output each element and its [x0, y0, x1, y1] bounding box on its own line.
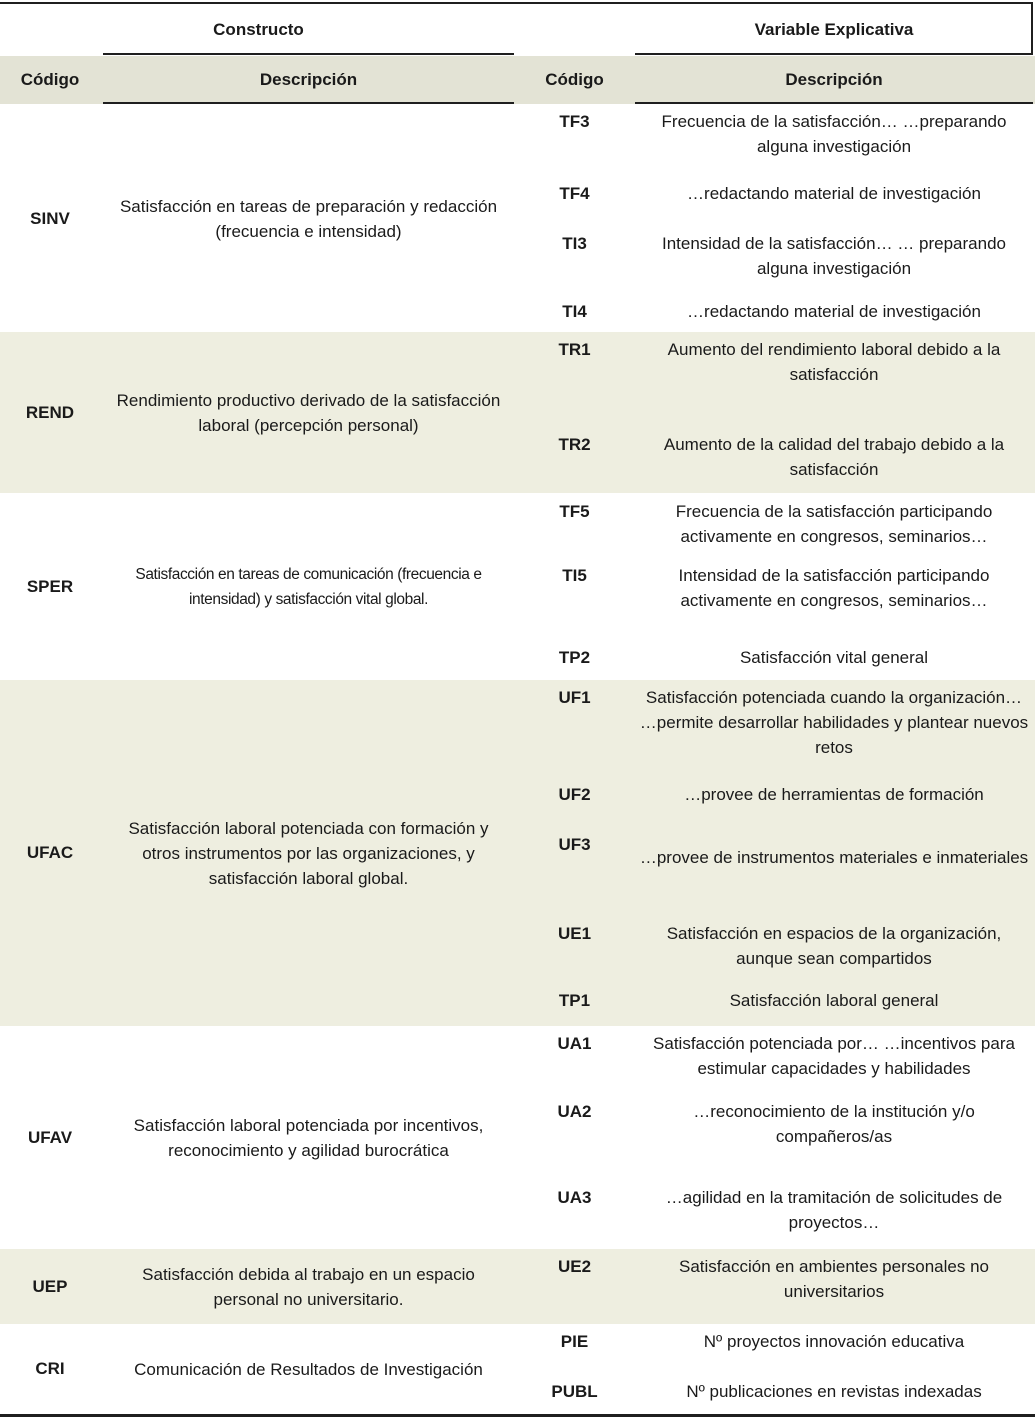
header-variable-explicativa: Variable Explicativa [754, 20, 914, 39]
variable-description: Satisfacción laboral general [729, 991, 939, 1010]
header-constructo: Constructo [213, 20, 304, 39]
header-descripcion-variable: Descripción [785, 70, 883, 89]
variable-code: UA3 [557, 1187, 592, 1207]
construct-description: Comunicación de Resultados de Investigación [134, 1359, 483, 1379]
variable-description: Satisfacción vital general [739, 648, 929, 667]
variable-description: Satisfacción potenciada por… …incentivos para estimular capacidades y habilidades [653, 1034, 1015, 1078]
variable-code: TP2 [558, 647, 591, 667]
construct-description: Satisfacción laboral potenciada con formación y otros instrumentos por las organizaciones, y satisfacción laboral global. [128, 818, 489, 888]
variable-description: Aumento de la calidad del trabajo debido a la satisfacción [663, 435, 1005, 479]
variable-code: UE1 [557, 923, 592, 943]
variable-code: UF2 [558, 784, 591, 804]
variable-code: TR1 [558, 339, 591, 359]
construct-code: SINV [30, 208, 70, 228]
construct-code: UEP [32, 1276, 68, 1296]
variable-code: TF4 [559, 183, 590, 203]
variable-code: UF1 [558, 687, 591, 707]
header-codigo-constructo: Código [20, 70, 80, 89]
variable-code: TF3 [559, 111, 590, 131]
variable-code: TI3 [562, 233, 587, 253]
variable-description: …redactando material de investigación [687, 302, 981, 321]
variable-description: Nº publicaciones en revistas indexadas [686, 1382, 982, 1401]
variable-description: Satisfacción potenciada cuando la organización… …permite desarrollar habilidades y plantear nuevos retos [639, 688, 1029, 757]
construct-code: REND [25, 402, 75, 422]
variable-description: Frecuencia de la satisfacción… …preparando alguna investigación [661, 112, 1007, 156]
construct-code: SPER [26, 576, 74, 596]
variable-description: Nº proyectos innovación educativa [703, 1332, 965, 1351]
variable-code: TP1 [558, 990, 591, 1010]
variable-code: UE2 [557, 1256, 592, 1276]
construct-description: Satisfacción laboral potenciada por incentivos, reconocimiento y agilidad burocrática [133, 1115, 484, 1160]
header-descripcion-constructo: Descripción [259, 70, 358, 89]
construct-description: Satisfacción en tareas de comunicación (frecuencia e intensidad) y satisfacción vital global. [135, 565, 482, 608]
variable-description: Intensidad de la satisfacción participando activamente en congresos, seminarios… [678, 566, 990, 610]
construct-description: Satisfacción debida al trabajo en un espacio personal no universitario. [142, 1264, 475, 1309]
variable-code: TR2 [558, 434, 591, 454]
construct-code: CRI [35, 1359, 65, 1378]
variable-description: Intensidad de la satisfacción… … preparando alguna investigación [662, 234, 1006, 278]
construct-code: UFAC [26, 843, 74, 862]
variable-code: PUBL [551, 1381, 598, 1401]
variable-description: Satisfacción en espacios de la organización, aunque sean compartidos [666, 924, 1002, 968]
variable-description: …redactando material de investigación [687, 184, 981, 203]
variable-description: …provee de instrumentos materiales e inmateriales [639, 847, 1029, 867]
variable-description: Satisfacción en ambientes personales no universitarios [679, 1257, 989, 1301]
variable-description: …provee de herramientas de formación [684, 785, 984, 804]
variable-description: …agilidad en la tramitación de solicitudes de proyectos… [665, 1188, 1003, 1232]
variable-code: TI5 [562, 565, 587, 585]
construct-description: Rendimiento productivo derivado de la satisfacción laboral (percepción personal) [116, 390, 501, 435]
variable-code: UF3 [558, 834, 591, 854]
construct-code: UFAV [27, 1127, 73, 1147]
variable-description: Aumento del rendimiento laboral debido a la satisfacción [667, 340, 1001, 384]
variable-description: …reconocimiento de la institución y/o compañeros/as [693, 1102, 975, 1146]
top-rule [0, 2, 1033, 4]
variable-code: UA1 [557, 1033, 592, 1053]
variable-code: TI4 [562, 301, 587, 321]
variable-description: Frecuencia de la satisfacción participando activamente en congresos, seminarios… [675, 502, 993, 546]
variable-code: PIE [560, 1331, 589, 1351]
bottom-rule [0, 1414, 1035, 1417]
variable-code: TF5 [559, 501, 590, 521]
header-codigo-variable: Código [545, 70, 604, 89]
variable-code: UA2 [557, 1101, 592, 1121]
construct-description: Satisfacción en tareas de preparación y redacción (frecuencia e intensidad) [119, 196, 498, 241]
